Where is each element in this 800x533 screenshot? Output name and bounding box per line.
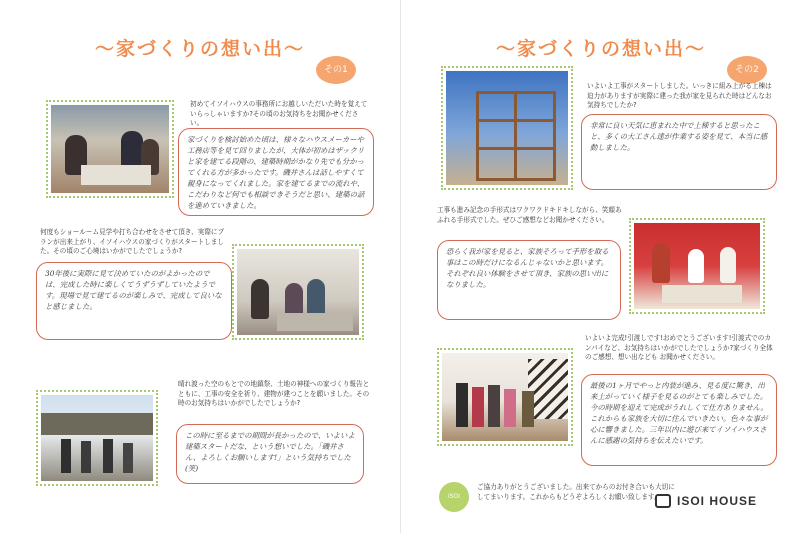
right-answer-3: 最後の1ヶ月でやっと内装が進み、見る度に驚き、出来上がっていく様子を見るのがとても楽しみでした。今の時期を迎えて完成がうれしくて仕方ありません。これからも家族を大切に住んでいきたい。色々な事が心に響きました。三年以内に遊び来てイソイハウスさんに感謝の気持ちを伝えたいです。 <box>581 374 777 466</box>
right-question-2: 工事も進み記念の手形式はワクワクドキドキしながら、笑顔あふれる手形式でした。ぜひご感想などお聞かせください。 <box>437 206 622 224</box>
left-badge: その1 <box>316 56 356 84</box>
photo-showroom <box>232 244 364 340</box>
left-question-1: 初めてイソイハウスの事務所にお越しいただいた時を覚えていらっしゃいますか?その頃のお気持ちをお聞かせください。 <box>190 100 368 128</box>
right-page <box>400 0 800 533</box>
left-question-2: 何度もショールーム見学や打ち合わせをさせて頂き、実際にプランが出来上がり、イソイハウスの家づくりがスタートしました。その頃のご心境はいかがでしたでしょうか? <box>40 228 225 256</box>
photo-office-visit <box>46 100 174 198</box>
thanks-message: ご協力ありがとうございました。出来てからのお付き合いも大切にしてまいります。これからもどうぞよろしくお願い致します。 <box>477 483 675 501</box>
right-badge: その2 <box>727 56 767 84</box>
left-page-title: 〜家づくりの想い出〜 <box>94 38 305 60</box>
right-question-3: いよいよ完成!引渡しです!おめでとうございます!引渡式でのカンパイなど、お気持ちはいかがでしたでしょうか?家づくり全体のご感想、想い出なども お聞かせください。 <box>585 334 773 362</box>
photo-handover <box>437 348 573 446</box>
left-question-3: 晴れ渡った空のもとでの地鎮祭、土地の神様への家づくり報告とともに、工事の安全を祈り、建物が建つことを願いました。その時のお気持ちはいかがでしたでしょうか? <box>178 380 370 408</box>
left-answer-3: この時に至るまでの期間が長かったので、いよいよ建築スタートだな、という想いでした。「磯井さん、よろしくお願いします!」という気持ちでした(笑) <box>176 424 364 484</box>
right-answer-1: 非常に良い天気に恵まれた中で上棟すると思ったこと、多くの大工さん達が作業する姿を見て、本当に感動しました。 <box>581 114 777 190</box>
photo-groundbreaking <box>36 390 158 486</box>
right-page-title: 〜家づくりの想い出〜 <box>495 38 706 60</box>
photo-framing <box>441 66 573 190</box>
left-answer-2: 30年後に実際に見て決めていたのがよかったのでは、完成した時に楽しくてうずうずしていたようです。現場で見て建てるのが楽しみで、完成して良いなと感じました。 <box>36 262 232 340</box>
photo-handprint <box>629 218 765 314</box>
brand-name: ISOI HOUSE <box>677 494 758 508</box>
right-question-1: いよいよ工事がスタートしました。いっきに組み上がる上棟は迫力がありますが実際に建った我が家を見られた時はどんなお気持ちでしたか? <box>587 82 772 110</box>
right-answer-2: 恐らく我が家を見ると、家族そろって手形を取る事はこの時だけになるんじゃないかと思います。それぞれ良い体験をさせて頂き、家族の思い出になりました。 <box>437 240 621 320</box>
house-logo-icon <box>655 494 671 508</box>
left-answer-1: 家づくりを検討始めた頃は、様々なハウスメーカーや工務店等を見て回りましたが、大体が初めはザックリと家を建てる段階の、建築時期がかなり先でも分かってくれる方が多かったです。磯井さんは話しやすくて親身になってくれました。家を建てるまでの流れや、こだわりなど何でも相談できそうだと思い、建築の話を進めていきました。 <box>178 128 374 216</box>
isoi-logo-icon: ISOI <box>439 482 469 512</box>
